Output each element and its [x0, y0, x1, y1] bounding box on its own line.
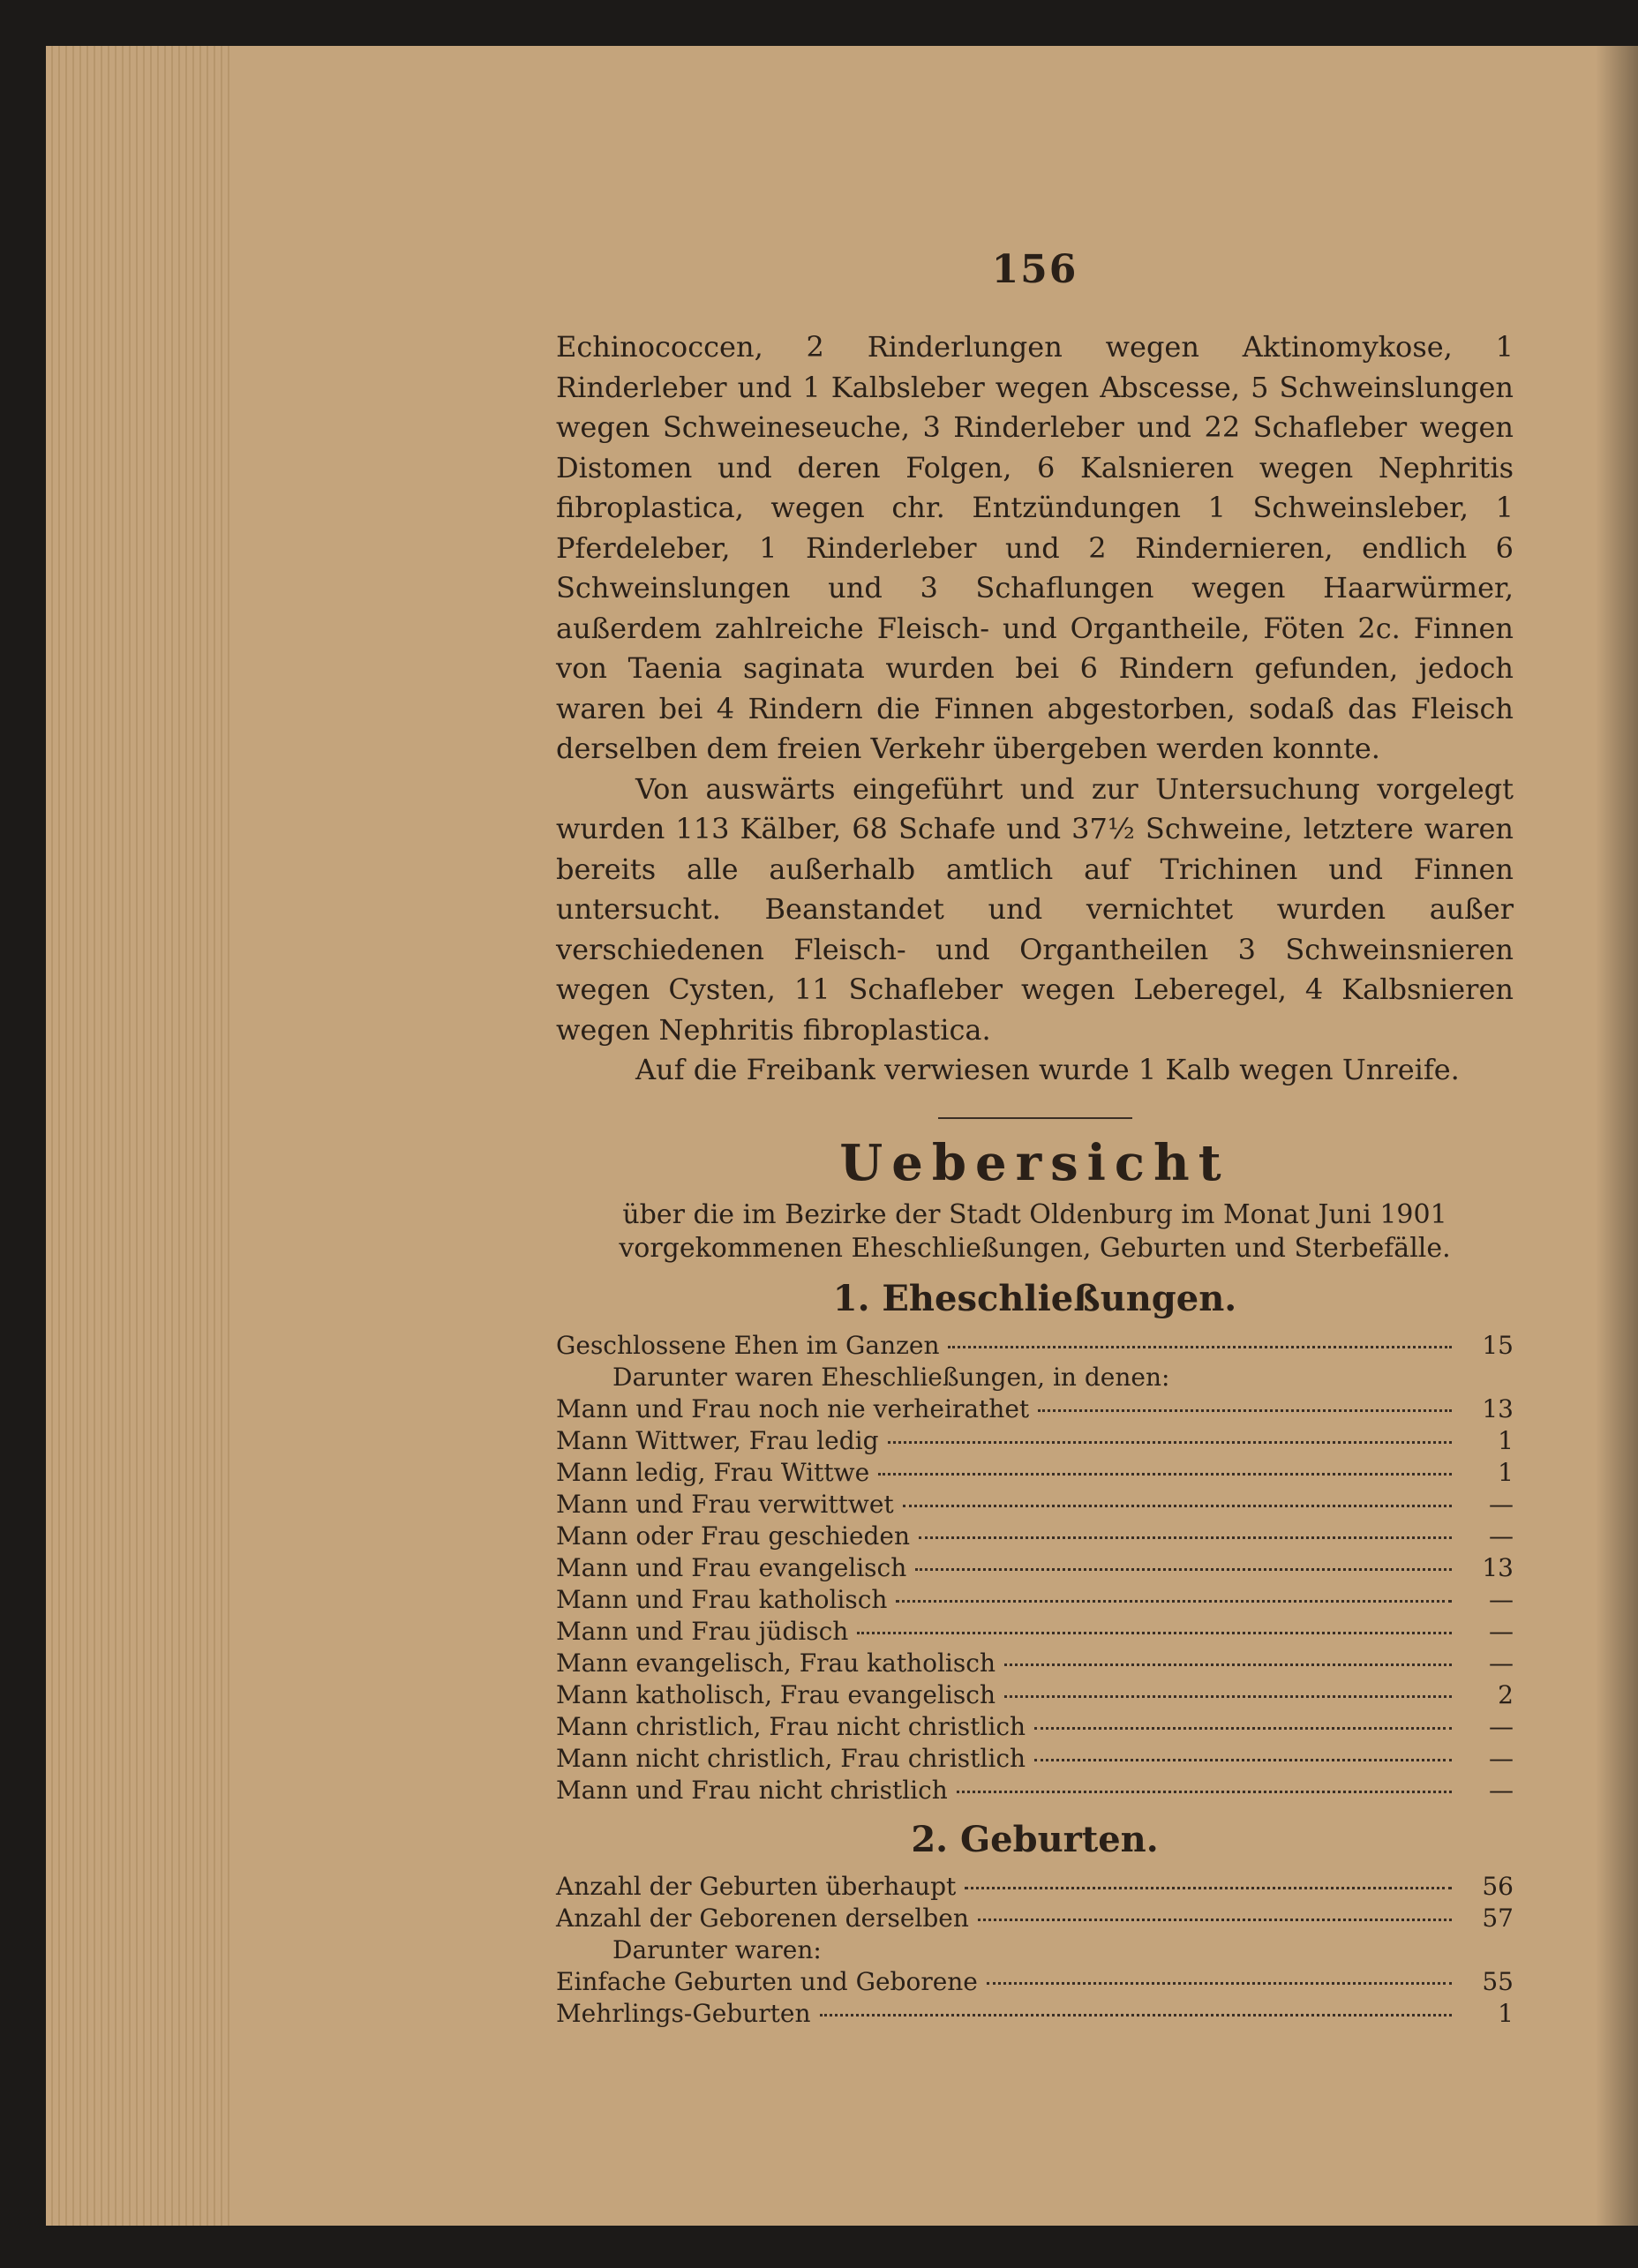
table-row [556, 1521, 1514, 1552]
page-edges [46, 46, 231, 2226]
dot-leader [820, 2014, 1453, 2016]
row-label: Mann und Frau katholisch [556, 1584, 888, 1614]
body-text [556, 327, 1514, 1091]
row-label: Mann und Frau nicht christlich [556, 1775, 948, 1805]
table-row [556, 1330, 1514, 1362]
dot-leader [965, 1887, 1452, 1889]
page-number: 156 [991, 247, 1078, 292]
row-label: Mann christlich, Frau nicht christlich [556, 1711, 1026, 1741]
row-value: — [1489, 1711, 1514, 1741]
row-value: — [1489, 1616, 1514, 1646]
table-row [556, 1903, 1514, 1934]
row-value: 1 [1498, 1998, 1514, 2028]
section-title-marriages: 1. Eheschließungen. [832, 1277, 1237, 1319]
row-value: — [1489, 1489, 1514, 1519]
table-row [556, 1552, 1514, 1584]
row-value: 15 [1482, 1330, 1514, 1360]
births-table [556, 1871, 1514, 2030]
dot-leader [1034, 1727, 1452, 1730]
dot-leader [903, 1505, 1452, 1507]
row-label: Mann und Frau jüdisch [556, 1616, 849, 1646]
dot-leader [919, 1536, 1452, 1539]
dot-leader [878, 1473, 1452, 1476]
table-row [556, 1871, 1514, 1903]
row-value: — [1489, 1584, 1514, 1614]
table-row [556, 1362, 1514, 1393]
dot-leader [1004, 1695, 1452, 1698]
table-row [556, 1966, 1514, 1998]
row-label: Anzahl der Geburten überhaupt [556, 1871, 957, 1901]
spine-shadow [1596, 46, 1638, 2226]
row-label: Mann oder Frau geschieden [556, 1521, 911, 1551]
row-value: — [1489, 1648, 1514, 1678]
table-row [556, 1457, 1514, 1489]
table-row [556, 1711, 1514, 1743]
row-label: Mann und Frau noch nie verheirathet [556, 1393, 1030, 1423]
dot-leader [957, 1791, 1452, 1793]
row-value: 55 [1482, 1966, 1514, 1996]
table-row [556, 1584, 1514, 1616]
row-label: Anzahl der Geborenen derselben [556, 1903, 969, 1933]
dot-leader [1004, 1663, 1452, 1666]
row-value: — [1489, 1743, 1514, 1773]
table-row [556, 1934, 1514, 1966]
row-value: 56 [1482, 1871, 1514, 1901]
dot-leader [948, 1346, 1452, 1348]
row-label: Einfache Geburten und Geborene [556, 1966, 978, 1996]
row-label: Mann und Frau verwittwet [556, 1489, 894, 1519]
row-value: — [1489, 1521, 1514, 1551]
table-row [556, 1998, 1514, 2030]
section-title-births: 2. Geburten. [911, 1818, 1159, 1860]
row-label: Geschlossene Ehen im Ganzen [556, 1330, 940, 1360]
table-row [556, 1648, 1514, 1679]
row-value: 2 [1498, 1679, 1514, 1709]
row-value: — [1489, 1775, 1514, 1805]
dot-leader [896, 1600, 1452, 1603]
dot-leader [888, 1441, 1453, 1444]
overview-title: Uebersicht [839, 1133, 1230, 1192]
table-row [556, 1393, 1514, 1425]
row-label: Mann katholisch, Frau evangelisch [556, 1679, 996, 1709]
table-row [556, 1679, 1514, 1711]
overview-subtitle: über die im Bezirke der Stadt Oldenburg im Monat Juni 1901 vorgekommenen Eheschließungen, Geburten und Sterbefälle. [619, 1198, 1451, 1264]
row-label: Mann evangelisch, Frau katholisch [556, 1648, 996, 1678]
table-row [556, 1743, 1514, 1775]
dot-leader [978, 1919, 1452, 1921]
row-label: Mann Wittwer, Frau ledig [556, 1425, 879, 1455]
row-label: Mehrlings-Geburten [556, 1998, 811, 2028]
row-label: Darunter waren: [612, 1934, 822, 1964]
paragraph: Von auswärts eingeführt und zur Untersuchung vorgelegt wurden 113 Kälber, 68 Schafe und 37½ Schweine, letztere waren bereits alle außerhalb amtlich auf Trichinen und Finnen untersucht. Beanstandet und vernichtet wurden außer verschiedenen Fleisch- und Organtheilen 3 Schweinsnieren wegen Cysten, 11 Schafleber wegen Leberegel, 4 Kalbsnieren wegen Nephritis fibroplastica. [556, 771, 1514, 1047]
paragraph: Echinococcen, 2 Rinderlungen wegen Aktinomykose, 1 Rinderleber und 1 Kalbsleber wegen Abscesse, 5 Schweinslungen wegen Schweineseuche, 3 Rinderleber und 22 Schafleber wegen Distomen und deren Folgen, 6 Kalsnieren wegen Nephritis fibroplastica, wegen chr. Entzündungen 1 Schweinsleber, 1 Pferdeleber, 1 Rinderleber und 2 Rindernieren, endlich 6 Schweinslungen und 3 Schaflungen wegen Haarwürmer, außerdem zahlreiche Fleisch- und Organtheile, Föten 2c. Finnen von Taenia saginata wurden bei 6 Rindern gefunden, jedoch waren bei 4 Rindern die Finnen abgestorben, sodaß das Fleisch derselben dem freien Verkehr übergeben werden konnte. [556, 330, 1514, 765]
dot-leader [915, 1568, 1452, 1571]
row-value: 13 [1482, 1552, 1514, 1582]
row-value: 1 [1498, 1425, 1514, 1455]
table-row [556, 1616, 1514, 1648]
paragraph: Auf die Freibank verwiesen wurde 1 Kalb wegen Unreife. [635, 1053, 1460, 1086]
page-content [556, 247, 1514, 2030]
row-value: 57 [1482, 1903, 1514, 1933]
table-row [556, 1775, 1514, 1806]
row-label: Mann nicht christlich, Frau christlich [556, 1743, 1026, 1773]
table-row [556, 1489, 1514, 1521]
row-label: Mann und Frau evangelisch [556, 1552, 907, 1582]
dot-leader [987, 1982, 1452, 1985]
row-label: Mann ledig, Frau Wittwe [556, 1457, 870, 1487]
row-value: 13 [1482, 1393, 1514, 1423]
dot-leader [1034, 1759, 1452, 1761]
divider [938, 1117, 1132, 1119]
table-row [556, 1425, 1514, 1457]
dot-leader [1038, 1409, 1452, 1412]
marriages-table [556, 1330, 1514, 1806]
row-label: Darunter waren Eheschließungen, in denen: [612, 1362, 1170, 1392]
row-value: 1 [1498, 1457, 1514, 1487]
dot-leader [857, 1632, 1452, 1634]
